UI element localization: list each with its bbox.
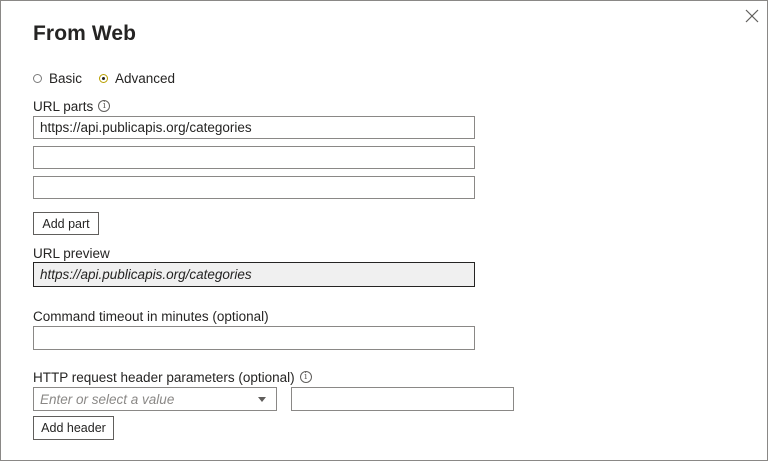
url-part-input-3[interactable]	[33, 176, 475, 199]
basic-radio-circle[interactable]	[33, 74, 42, 83]
url-preview-label: URL preview	[33, 245, 110, 261]
url-part-input-2[interactable]	[33, 146, 475, 169]
close-icon	[741, 6, 763, 28]
mode-radio-group	[33, 69, 175, 87]
chevron-down-icon[interactable]	[258, 397, 266, 402]
url-preview-field: https://api.publicapis.org/categories	[33, 262, 475, 287]
header-name-placeholder: Enter or select a value	[40, 391, 175, 407]
http-headers-label-text: HTTP request header parameters (optional)	[33, 369, 295, 385]
header-value-input[interactable]	[291, 387, 514, 411]
close-button[interactable]	[741, 6, 763, 28]
url-part-input-1[interactable]: https://api.publicapis.org/categories	[33, 116, 475, 139]
add-header-button[interactable]: Add header	[33, 416, 114, 440]
advanced-radio[interactable]	[99, 71, 175, 86]
advanced-radio-label: Advanced	[115, 70, 176, 86]
add-part-button[interactable]: Add part	[33, 212, 99, 235]
dialog-title: From Web	[33, 22, 137, 45]
url-parts-label	[33, 97, 110, 115]
info-icon[interactable]: i	[98, 100, 110, 112]
basic-radio[interactable]	[33, 71, 82, 86]
url-parts-label-text: URL parts	[33, 98, 94, 114]
info-icon[interactable]: i	[300, 371, 312, 383]
http-headers-label	[33, 368, 312, 386]
basic-radio-label: Basic	[49, 70, 83, 86]
timeout-label: Command timeout in minutes (optional)	[33, 308, 269, 324]
header-name-combobox[interactable]	[33, 387, 277, 411]
timeout-input[interactable]	[33, 326, 475, 350]
advanced-radio-circle[interactable]	[99, 74, 108, 83]
